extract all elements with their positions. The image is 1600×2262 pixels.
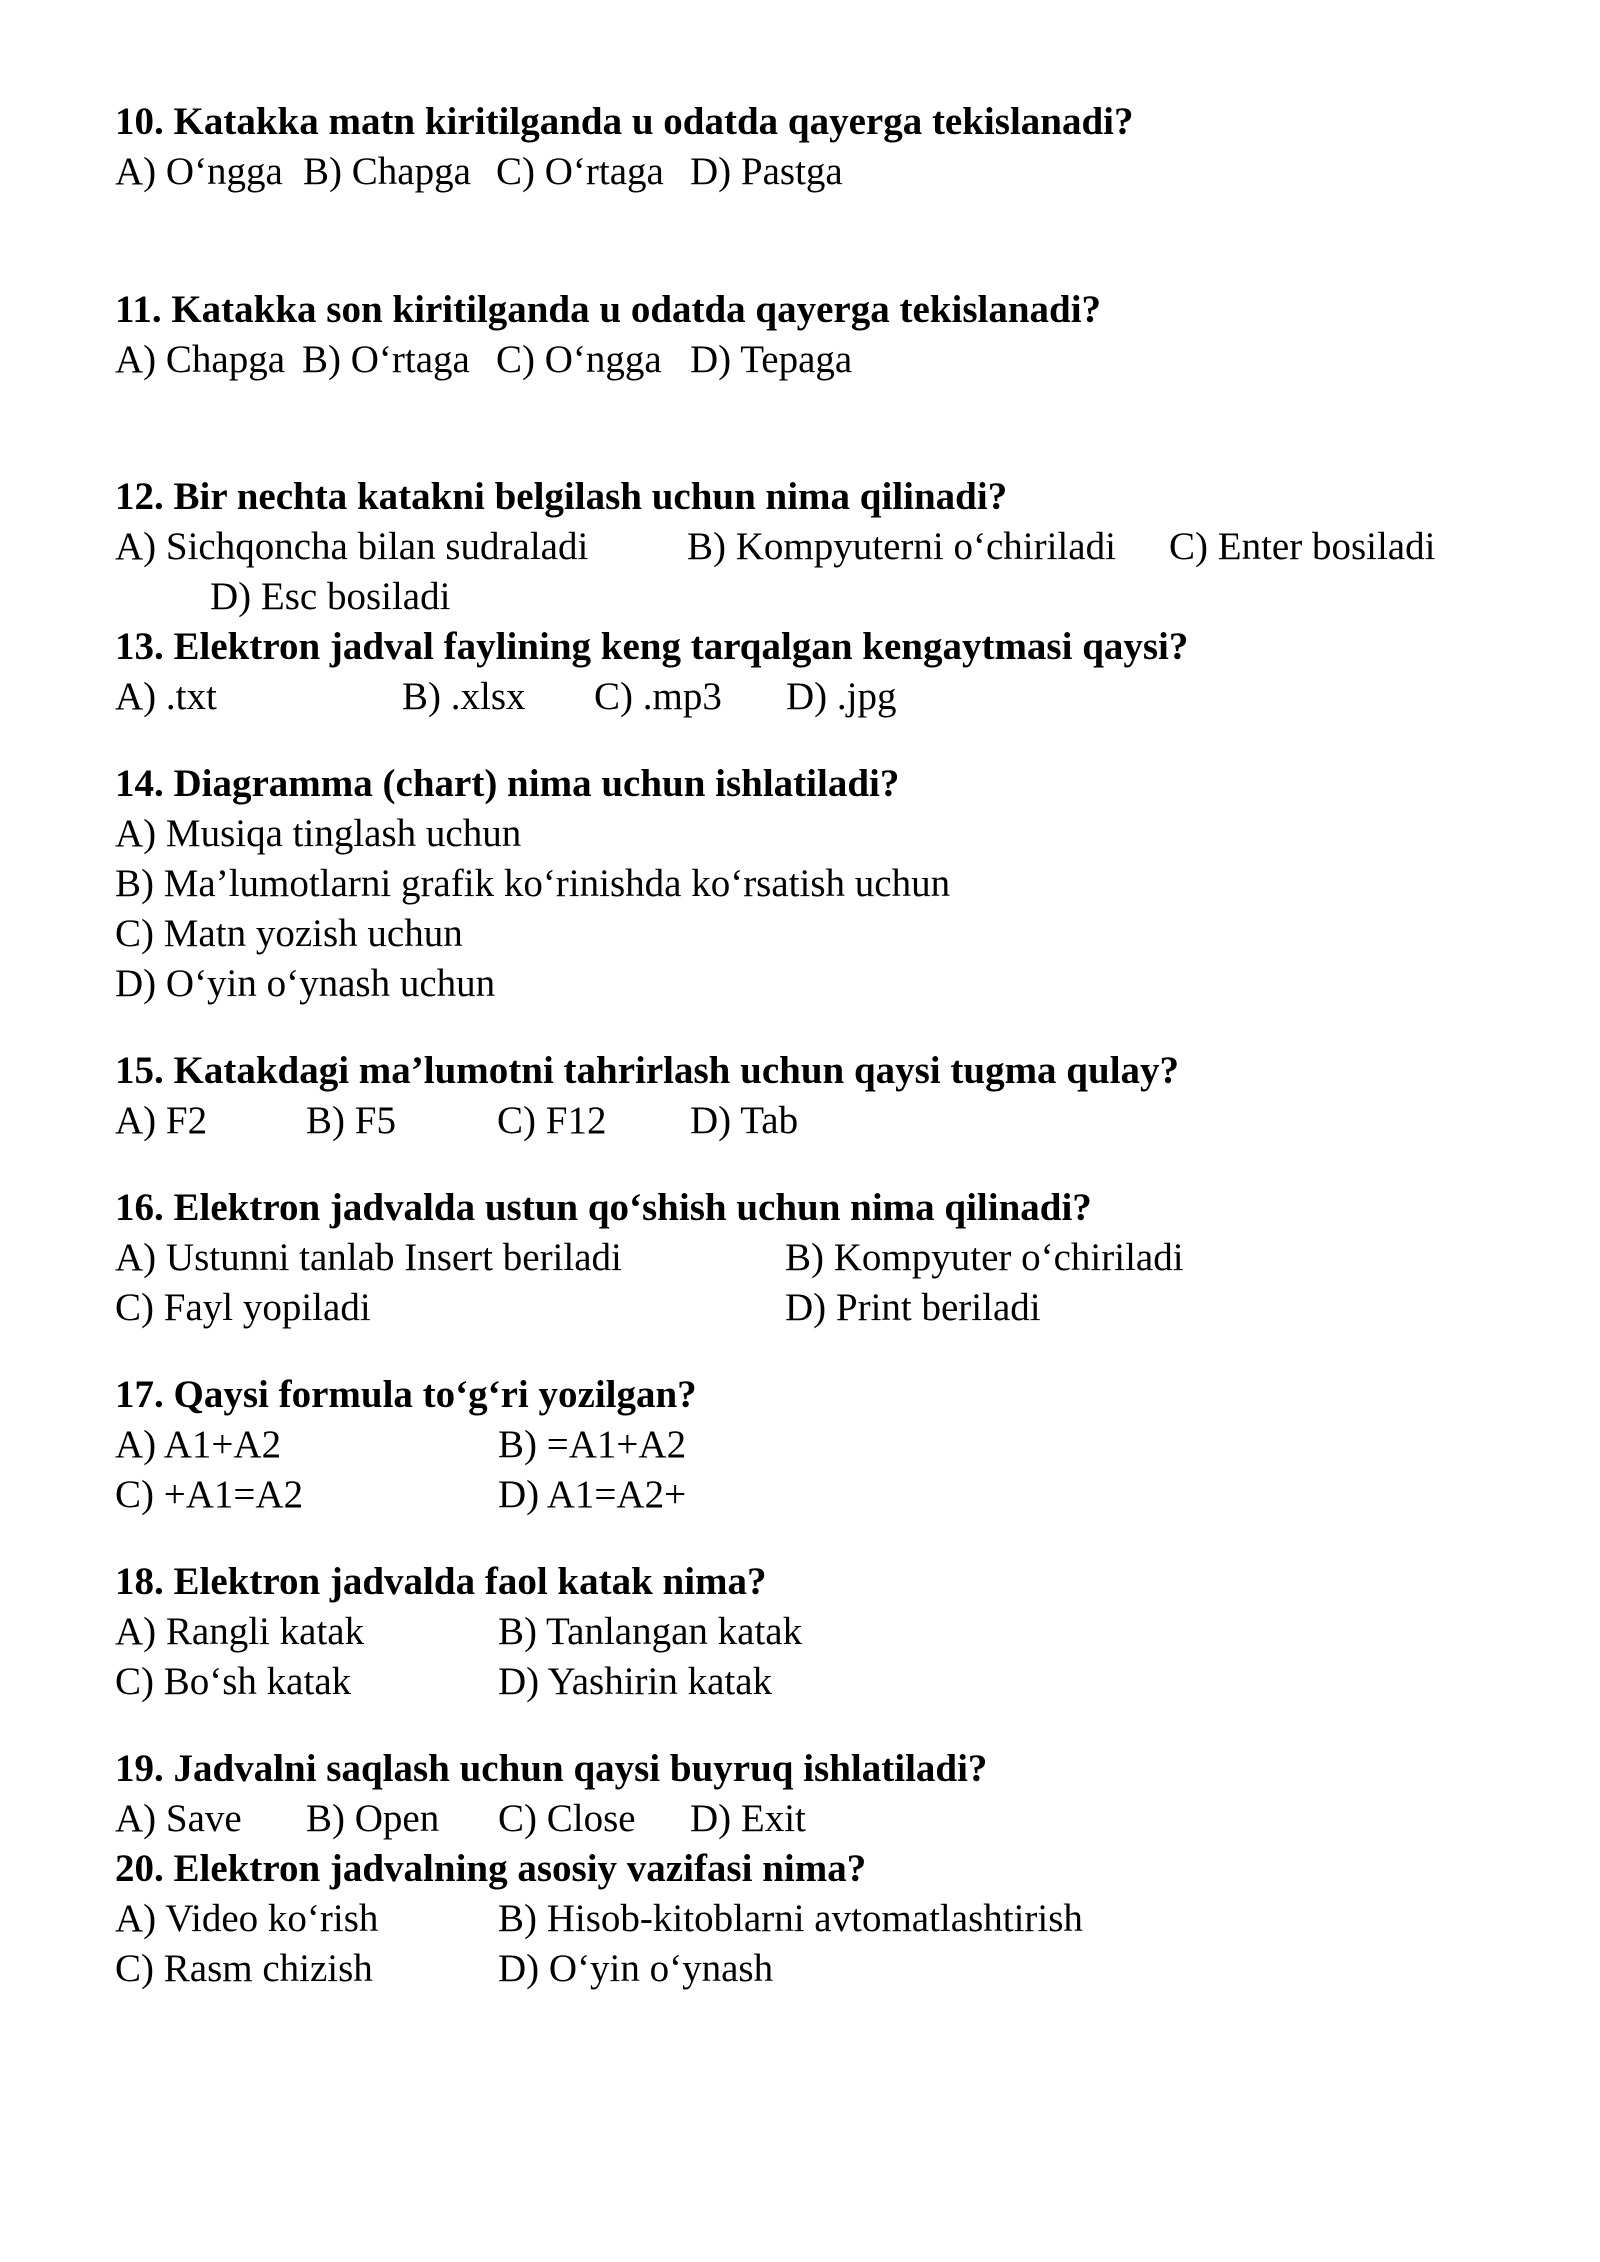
option-c: C) Matn yozish uchun xyxy=(115,912,463,955)
option-d: D) O‘yin o‘ynash xyxy=(498,1947,774,1990)
options-row xyxy=(115,1470,1515,1520)
option-b: B) O‘rtaga xyxy=(302,338,470,381)
question-10 xyxy=(115,97,1515,197)
option-a: A) O‘ngga xyxy=(115,150,283,193)
question-title: 10. Katakka matn kiritilganda u odatda qayerga tekislanadi? xyxy=(115,100,1134,143)
options-row xyxy=(115,1233,1515,1283)
options-row xyxy=(115,1283,1515,1333)
question-17 xyxy=(115,1370,1515,1520)
question-title: 17. Qaysi formula to‘g‘ri yozilgan? xyxy=(115,1373,697,1416)
option-b: B) Hisob-kitoblarni avtomatlashtirish xyxy=(498,1897,1083,1940)
options-row xyxy=(115,147,1515,197)
question-title: 19. Jadvalni saqlash uchun qaysi buyruq ishlatiladi? xyxy=(115,1747,988,1790)
question-title: 16. Elektron jadvalda ustun qo‘shish uchun nima qilinadi? xyxy=(115,1186,1092,1229)
option-a: A) F2 xyxy=(115,1099,208,1142)
question-12 xyxy=(115,472,1515,622)
options-row xyxy=(115,522,1515,572)
option-c: C) O‘rtaga xyxy=(496,150,664,193)
option-c: C) Close xyxy=(498,1797,636,1840)
option-a: A) Video ko‘rish xyxy=(115,1897,379,1940)
option-d: D) Tab xyxy=(690,1099,799,1142)
question-11 xyxy=(115,285,1515,385)
question-15 xyxy=(115,1046,1515,1146)
option-c: C) Bo‘sh katak xyxy=(115,1660,352,1703)
option-b: B) .xlsx xyxy=(402,675,526,718)
option-a: A) Musiqa tinglash uchun xyxy=(115,812,522,855)
options-row xyxy=(115,572,1515,622)
option-c: C) Rasm chizish xyxy=(115,1947,373,1990)
option-a: A) Rangli katak xyxy=(115,1610,365,1653)
option-b: B) F5 xyxy=(306,1099,396,1142)
options-row xyxy=(115,1607,1515,1657)
option-d: D) .jpg xyxy=(786,675,897,718)
option-b: B) Open xyxy=(306,1797,440,1840)
options-row xyxy=(115,1657,1515,1707)
option-b: B) Kompyuterni o‘chiriladi xyxy=(687,525,1116,568)
option-a: A) Sichqoncha bilan sudraladi xyxy=(115,525,589,568)
question-title: 11. Katakka son kiritilganda u odatda qayerga tekislanadi? xyxy=(115,288,1102,331)
options-row xyxy=(115,335,1515,385)
option-a: A) A1+A2 xyxy=(115,1423,282,1466)
question-title: 12. Bir nechta katakni belgilash uchun nima qilinadi? xyxy=(115,475,1008,518)
question-title: 13. Elektron jadval faylining keng tarqalgan kengaytmasi qaysi? xyxy=(115,625,1189,668)
option-c: C) Fayl yopiladi xyxy=(115,1286,371,1329)
option-b: B) =A1+A2 xyxy=(498,1423,687,1466)
option-d: D) Esc bosiladi xyxy=(210,575,451,618)
question-18 xyxy=(115,1557,1515,1707)
option-c: C) .mp3 xyxy=(594,675,722,718)
question-title: 20. Elektron jadvalning asosiy vazifasi nima? xyxy=(115,1847,867,1890)
option-d: D) Yashirin katak xyxy=(498,1660,773,1703)
option-a: A) Chapga xyxy=(115,338,286,381)
options-row xyxy=(115,1420,1515,1470)
options-row xyxy=(115,1096,1515,1146)
options-row xyxy=(115,1944,1515,1994)
option-d: D) Exit xyxy=(690,1797,806,1840)
question-title: 14. Diagramma (chart) nima uchun ishlatiladi? xyxy=(115,762,900,805)
question-19 xyxy=(115,1744,1515,1844)
options-row xyxy=(115,1894,1515,1944)
option-d: D) Print beriladi xyxy=(785,1286,1041,1329)
question-title: 15. Katakdagi ma’lumotni tahrirlash uchun qaysi tugma qulay? xyxy=(115,1049,1180,1092)
option-d: D) A1=A2+ xyxy=(498,1473,687,1516)
question-title: 18. Elektron jadvalda faol katak nima? xyxy=(115,1560,767,1603)
option-a: A) Save xyxy=(115,1797,242,1840)
question-14 xyxy=(115,759,1515,1009)
option-c: C) O‘ngga xyxy=(496,338,662,381)
option-b: B) Chapga xyxy=(303,150,471,193)
options-row xyxy=(115,1794,1515,1844)
question-20 xyxy=(115,1844,1515,1994)
option-d: D) Tepaga xyxy=(690,338,853,381)
question-16 xyxy=(115,1183,1515,1333)
question-13 xyxy=(115,622,1515,722)
option-a: A) .txt xyxy=(115,675,217,718)
options-row xyxy=(115,672,1515,722)
option-c: C) Enter bosiladi xyxy=(1169,525,1436,568)
option-b: B) Tanlangan katak xyxy=(498,1610,803,1653)
option-c: C) F12 xyxy=(497,1099,607,1142)
option-c: C) +A1=A2 xyxy=(115,1473,304,1516)
option-b: B) Kompyuter o‘chiriladi xyxy=(785,1236,1184,1279)
option-d: D) Pastga xyxy=(690,150,843,193)
option-a: A) Ustunni tanlab Insert beriladi xyxy=(115,1236,622,1279)
option-d: D) O‘yin o‘ynash uchun xyxy=(115,962,496,1005)
option-b: B) Ma’lumotlarni grafik ko‘rinishda ko‘rsatish uchun xyxy=(115,862,951,905)
